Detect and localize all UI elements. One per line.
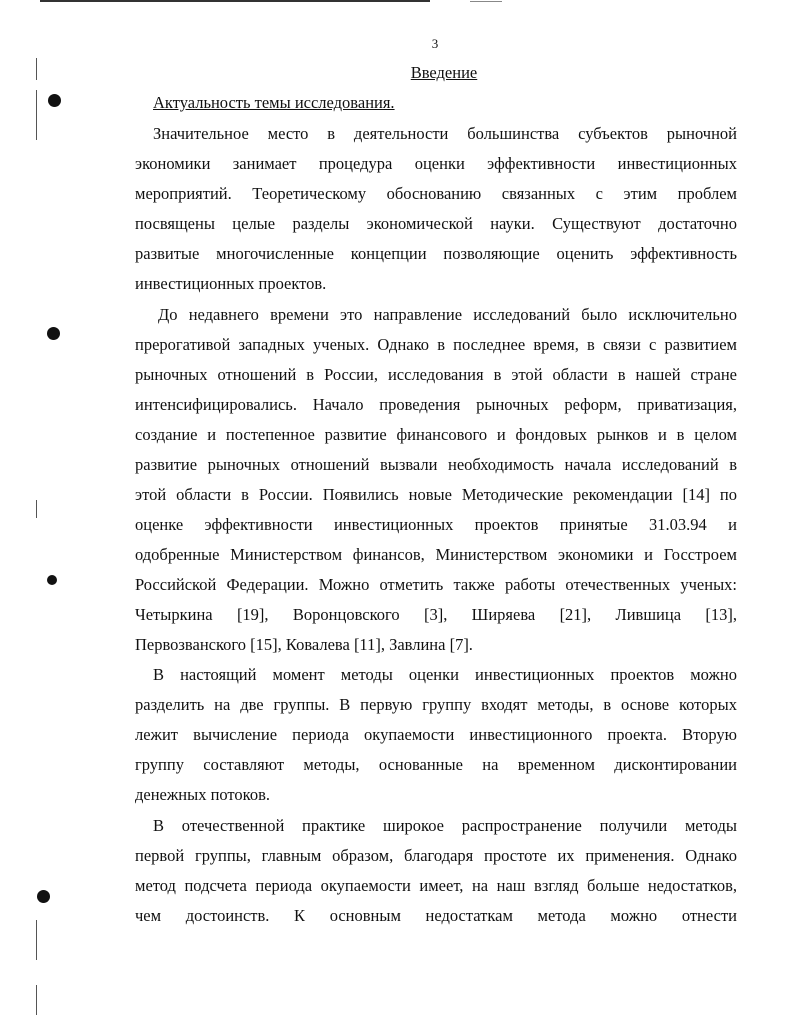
- text-line: Первозванского [15], Ковалева [11], Завлина [7].: [135, 635, 473, 654]
- text-line: экономики занимает процедура оценки эффективности инвестиционных: [135, 154, 737, 173]
- binder-hole-mark: [48, 94, 61, 107]
- text-line: этой области в России. Появились новые Методические рекомендации [14] по: [135, 485, 737, 504]
- binder-hole-mark: [47, 327, 60, 340]
- text-line: развитие рыночных отношений вызвали необходимость начала исследований в: [135, 455, 737, 474]
- scan-top-border: [40, 0, 430, 2]
- text-line: развитые многочисленные концепции позволяющие оценить эффективность: [135, 244, 737, 263]
- binder-hole-mark: [47, 575, 57, 585]
- subsection-heading: Актуальность темы исследования.: [153, 93, 395, 112]
- binding-margin-line: [36, 500, 37, 518]
- text-line: создание и постепенное развитие финансового и фондовых рынков и в целом: [135, 425, 737, 444]
- binding-margin-line: [36, 920, 37, 960]
- text-line: Четыркина [19], Воронцовского [3], Ширяева [21], Лившица [13],: [135, 605, 737, 624]
- text-line: инвестиционных проектов.: [135, 274, 327, 293]
- text-line: чем достоинств. К основным недостаткам метода можно отнести: [135, 906, 737, 925]
- text-line: одобренные Министерством финансов, Министерством экономики и Госстроем: [135, 545, 737, 564]
- binder-hole-mark: [37, 890, 50, 903]
- scan-top-mark: [470, 1, 502, 2]
- text-line: первой группы, главным образом, благодаря простоте их применения. Однако: [135, 846, 737, 865]
- section-heading: Введение: [410, 63, 478, 82]
- text-line: В настоящий момент методы оценки инвестиционных проектов можно: [153, 665, 737, 684]
- page-number: 3: [431, 36, 439, 51]
- text-line: Значительное место в деятельности большинства субъектов рыночной: [153, 124, 737, 143]
- text-line: До недавнего времени это направление исследований было исключительно: [158, 305, 737, 324]
- text-line: оценке эффективности инвестиционных проектов принятые 31.03.94 и: [135, 515, 737, 534]
- text-line: группу составляют методы, основанные на временном дисконтировании: [135, 755, 737, 774]
- text-line: прерогативой западных ученых. Однако в последнее время, в связи с развитием: [135, 335, 737, 354]
- text-line: мероприятий. Теоретическому обоснованию связанных с этим проблем: [135, 184, 737, 203]
- binding-margin-line: [36, 985, 37, 1015]
- binding-margin-line: [36, 90, 37, 140]
- text-line: лежит вычисление периода окупаемости инвестиционного проекта. Вторую: [135, 725, 737, 744]
- text-line: интенсифицировались. Начало проведения рыночных реформ, приватизация,: [135, 395, 737, 414]
- text-line: денежных потоков.: [135, 785, 271, 804]
- text-line: метод подсчета периода окупаемости имеет, на наш взгляд больше недостатков,: [135, 876, 737, 895]
- text-line: Российской Федерации. Можно отметить также работы отечественных ученых:: [135, 575, 737, 594]
- text-line: разделить на две группы. В первую группу входят методы, в основе которых: [135, 695, 737, 714]
- text-line: рыночных отношений в России, исследования в этой области в нашей стране: [135, 365, 737, 384]
- text-line: В отечественной практике широкое распространение получили методы: [153, 816, 737, 835]
- text-line: посвящены целые разделы экономической науки. Существуют достаточно: [135, 214, 737, 233]
